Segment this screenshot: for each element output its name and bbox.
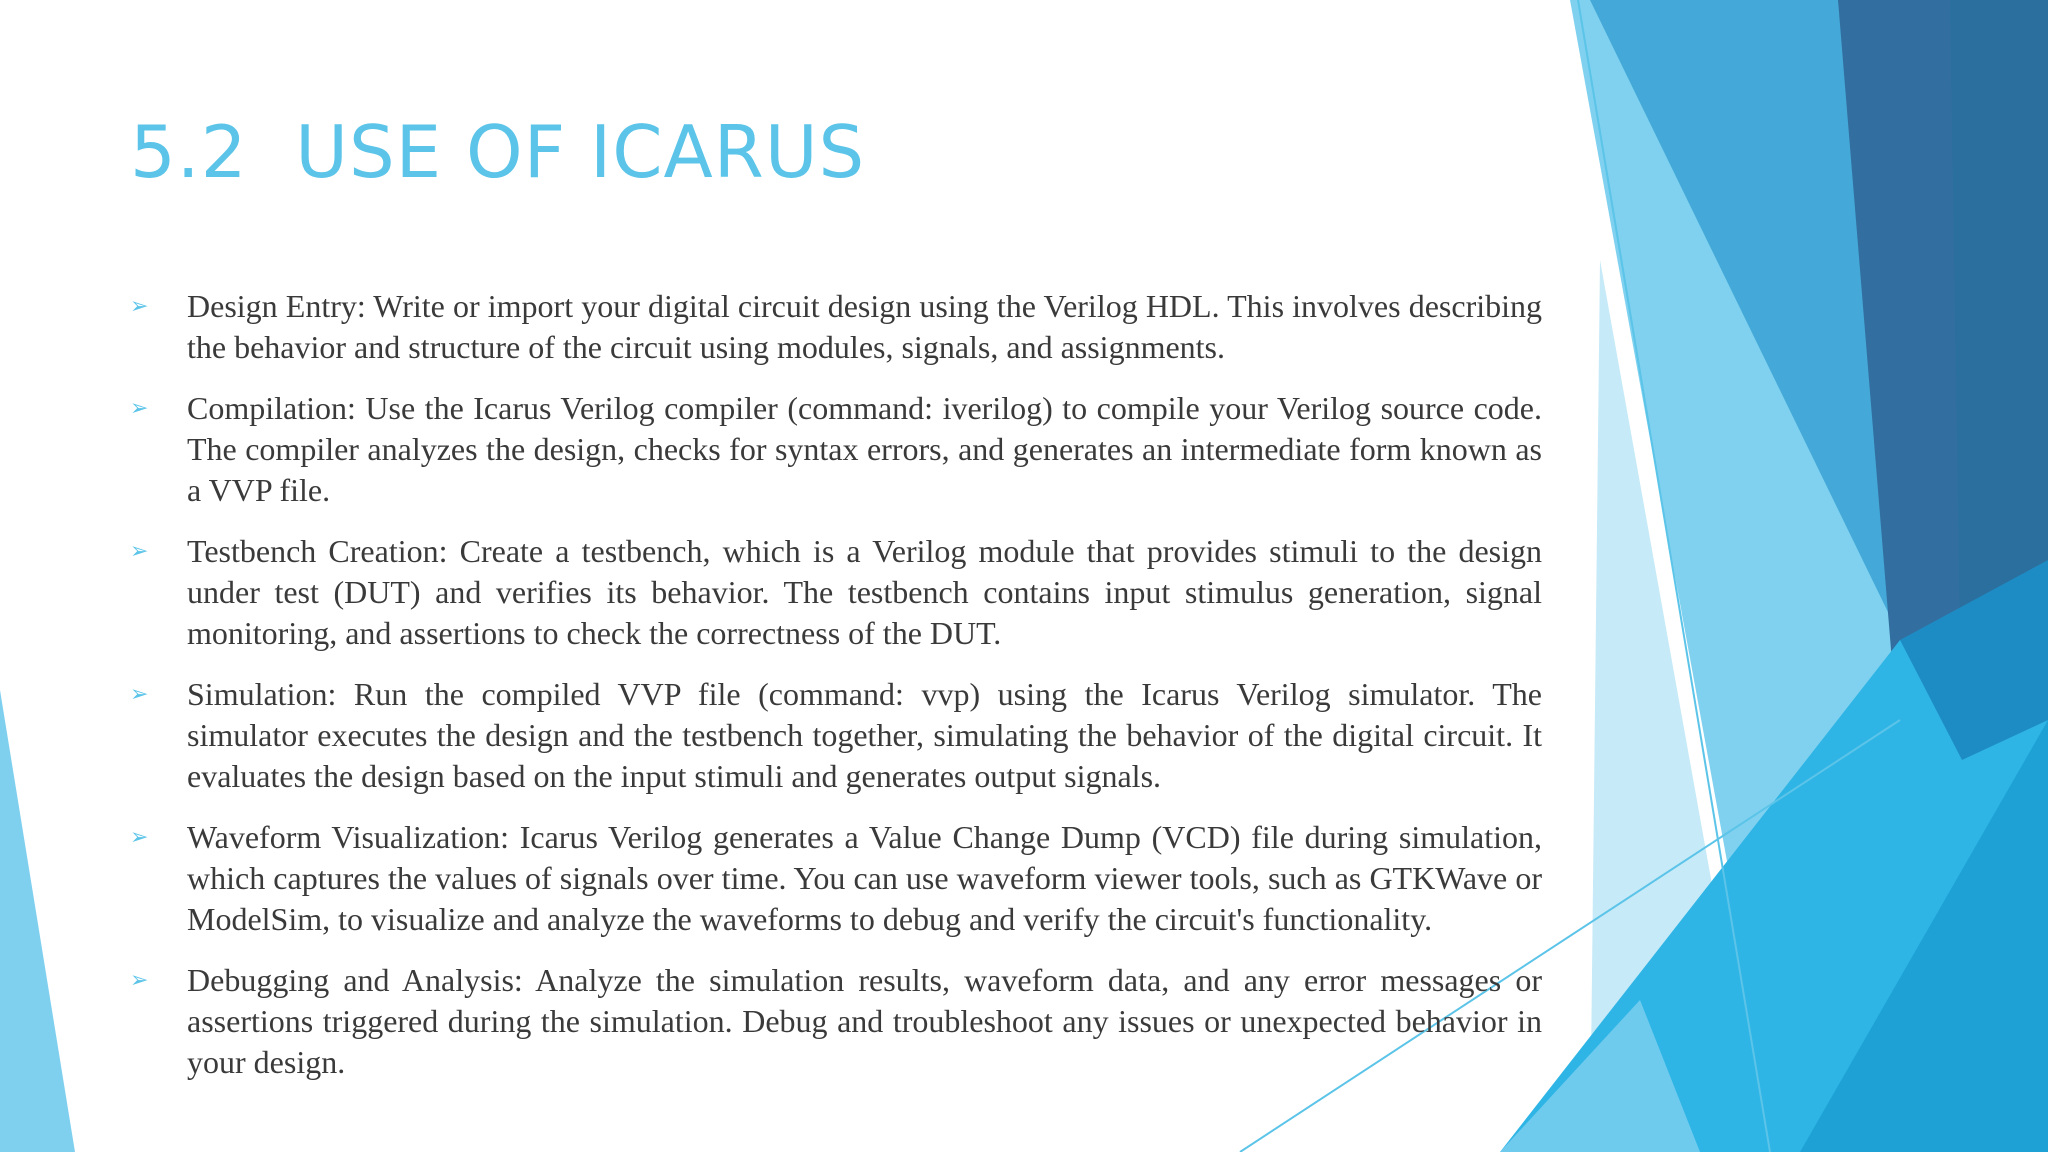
bullet-debugging-analysis [130, 960, 1542, 1083]
bullet-text: Simulation: Run the compiled VVP file (command: vvp) using the Icarus Verilog simulator. The simulator executes the design and the testbench together, simulating the behavior of the digital circuit. It evaluates the design based on the input stimuli and generates output signals. [187, 676, 1542, 794]
bullet-text: Debugging and Analysis: Analyze the simulation results, waveform data, and any error messages or assertions triggered during the simulation. Debug and troubleshoot any issues or unexpected behavior in your design. [187, 962, 1542, 1080]
bullet-text: Compilation: Use the Icarus Verilog compiler (command: iverilog) to compile your Verilog source code. The compiler analyzes the design, checks for syntax errors, and generates an intermediate form known as a VVP file. [187, 390, 1542, 508]
bullet-waveform-visualization [130, 817, 1542, 940]
arrowhead-bullet-icon: ➢ [130, 968, 149, 993]
bullet-simulation [130, 674, 1542, 797]
bullet-text: Waveform Visualization: Icarus Verilog generates a Value Change Dump (VCD) file during simulation, which captures the values of signals over time. You can use waveform viewer tools, such as GTKWave or ModelSim, to visualize and analyze the waveforms to debug and verify the circuit's functionality. [187, 819, 1542, 937]
slide-title: 5.2 USE OF ICARUS [130, 110, 866, 194]
left-edge-shape [0, 690, 75, 1152]
arrowhead-bullet-icon: ➢ [130, 682, 149, 707]
arrowhead-bullet-icon: ➢ [130, 294, 149, 319]
bullet-compilation [130, 388, 1542, 511]
arrowhead-bullet-icon: ➢ [130, 396, 149, 421]
bullet-text: Testbench Creation: Create a testbench, which is a Verilog module that provides stimuli to the design under test (DUT) and verifies its behavior. The testbench contains input stimulus generation, signal monitoring, and assertions to check the correctness of the DUT. [187, 533, 1542, 651]
bullet-testbench-creation [130, 531, 1542, 654]
bullet-design-entry [130, 286, 1542, 368]
bullet-text: Design Entry: Write or import your digital circuit design using the Verilog HDL. This involves describing the behavior and structure of the circuit using modules, signals, and assignments. [187, 288, 1542, 365]
bullet-list [130, 286, 1542, 1103]
arrowhead-bullet-icon: ➢ [130, 539, 149, 564]
arrowhead-bullet-icon: ➢ [130, 825, 149, 850]
